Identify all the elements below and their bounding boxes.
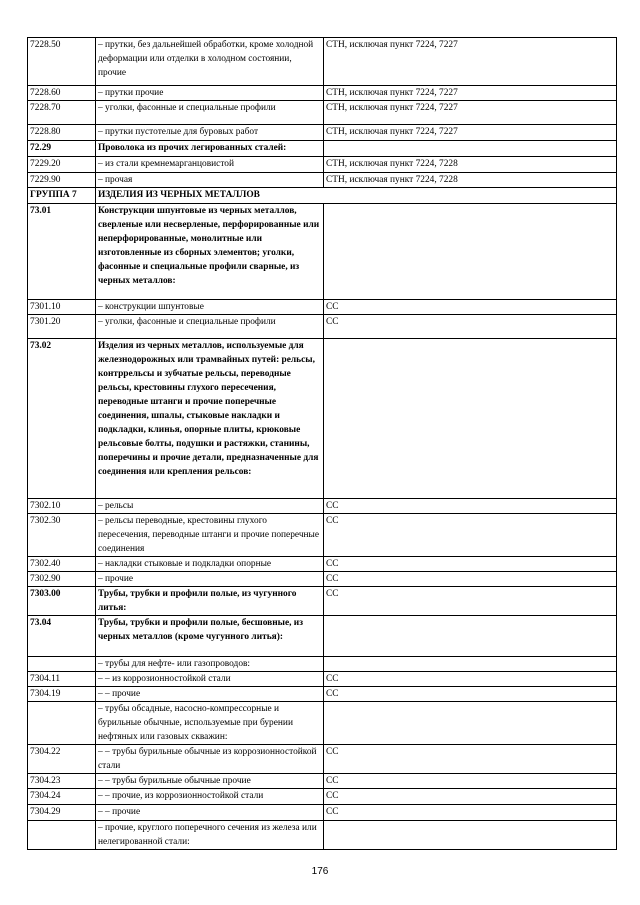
row-code: 7304.22 — [28, 745, 96, 774]
table-row — [28, 687, 617, 702]
table-row — [28, 745, 617, 774]
row-code: 7229.20 — [28, 157, 96, 173]
row-note — [324, 141, 617, 157]
tariff-table — [27, 37, 617, 850]
row-note: СС — [324, 572, 617, 587]
row-note — [324, 204, 617, 300]
table-row — [28, 141, 617, 157]
row-description: Конструкции шпунтовые из черных металлов, сверленые или несверленые, перфорированные или неперфорированные, монолитные или изготовленные из сборных элементов; уголки, фасонные и специальные профили сварные, из черных металлов: — [96, 204, 324, 300]
row-note: СС — [324, 499, 617, 514]
row-description: – рельсы переводные, крестовины глухого пересечения, переводные штанги и прочие поперечные соединения — [96, 514, 324, 557]
row-description: – – из коррозионностойкой стали — [96, 672, 324, 687]
row-description: – прочая — [96, 173, 324, 188]
row-note: СТН, исключая пункт 7224, 7227 — [324, 101, 617, 125]
row-note: СС — [324, 514, 617, 557]
table-row — [28, 805, 617, 821]
row-description: – рельсы — [96, 499, 324, 514]
row-description: – из стали кремнемарганцовистой — [96, 157, 324, 173]
row-code: 7303.00 — [28, 587, 96, 616]
row-note: СС — [324, 687, 617, 702]
row-code: 7304.11 — [28, 672, 96, 687]
row-description: – накладки стыковые и подкладки опорные — [96, 557, 324, 572]
row-code: 7302.90 — [28, 572, 96, 587]
row-code: 7228.80 — [28, 125, 96, 141]
table-row — [28, 173, 617, 188]
table-row — [28, 38, 617, 86]
table-row — [28, 204, 617, 300]
table-row — [28, 101, 617, 125]
row-code: 7301.20 — [28, 315, 96, 339]
row-description: – прутки, без дальнейшей обработки, кроме холодной деформации или отделки в холодном состоянии, прочие — [96, 38, 324, 86]
row-description: Изделия из черных металлов, используемые для железнодорожных или трамвайных путей: рельсы, контррельсы и зубчатые рельсы, переводные рельсы, крестовины глухого пересечения, переводные штанги и прочие поперечные соединения, шпалы, стыковые накладки и подкладки, клинья, опорные плиты, крюковые рельсовые болты, подушки и растяжки, станины, поперечины и прочие детали, предназначенные для соединения или крепления рельсов: — [96, 339, 324, 499]
row-code: 7304.23 — [28, 774, 96, 789]
table-row — [28, 672, 617, 687]
row-description: – конструкции шпунтовые — [96, 300, 324, 315]
row-description: – прутки прочие — [96, 86, 324, 101]
row-description: – прочие, круглого поперечного сечения из железа или нелегированной стали: — [96, 821, 324, 850]
row-code: 7228.60 — [28, 86, 96, 101]
row-code: 73.02 — [28, 339, 96, 499]
row-note: СС — [324, 300, 617, 315]
row-description: – – трубы бурильные обычные из коррозионностойкой стали — [96, 745, 324, 774]
row-note: СТН, исключая пункт 7224, 7228 — [324, 173, 617, 188]
group-code: ГРУППА 7 — [28, 188, 96, 204]
table-row — [28, 300, 617, 315]
row-code: 7228.70 — [28, 101, 96, 125]
row-description: – трубы обсадные, насосно-компрессорные и бурильные обычные, используемые при бурении нефтяных или газовых скважин: — [96, 702, 324, 745]
table-row — [28, 572, 617, 587]
table-row — [28, 657, 617, 672]
row-note: СС — [324, 315, 617, 339]
table-row — [28, 125, 617, 141]
row-code: 7304.29 — [28, 805, 96, 821]
row-description: Проволока из прочих легированных сталей: — [96, 141, 324, 157]
table-row — [28, 774, 617, 789]
row-description: – – прочие — [96, 687, 324, 702]
row-description: – уголки, фасонные и специальные профили — [96, 101, 324, 125]
row-note: СС — [324, 774, 617, 789]
row-note — [324, 616, 617, 657]
row-note: СС — [324, 805, 617, 821]
row-note: СТН, исключая пункт 7224, 7227 — [324, 86, 617, 101]
row-note: СТН, исключая пункт 7224, 7228 — [324, 157, 617, 173]
row-description: – – трубы бурильные обычные прочие — [96, 774, 324, 789]
row-code: 7304.24 — [28, 789, 96, 805]
row-note: СТН, исключая пункт 7224, 7227 — [324, 125, 617, 141]
group-title: ИЗДЕЛИЯ ИЗ ЧЕРНЫХ МЕТАЛЛОВ — [96, 188, 617, 204]
row-note: СС — [324, 587, 617, 616]
table-row — [28, 499, 617, 514]
table-row — [28, 557, 617, 572]
row-code — [28, 657, 96, 672]
table-row — [28, 339, 617, 499]
row-note: СТН, исключая пункт 7224, 7227 — [324, 38, 617, 86]
table-row — [28, 514, 617, 557]
row-note — [324, 339, 617, 499]
table-row — [28, 616, 617, 657]
page-number: 176 — [311, 866, 329, 877]
row-code: 7228.50 — [28, 38, 96, 86]
row-code: 72.29 — [28, 141, 96, 157]
table-row — [28, 86, 617, 101]
table-row — [28, 789, 617, 805]
row-description: – прутки пустотелые для буровых работ — [96, 125, 324, 141]
row-note — [324, 657, 617, 672]
row-code: 7302.30 — [28, 514, 96, 557]
row-code: 7229.90 — [28, 173, 96, 188]
row-code: 7302.10 — [28, 499, 96, 514]
row-note: СС — [324, 789, 617, 805]
group-row — [28, 188, 617, 204]
row-code: 7301.10 — [28, 300, 96, 315]
row-code: 7304.19 — [28, 687, 96, 702]
row-code: 73.04 — [28, 616, 96, 657]
table-row — [28, 157, 617, 173]
row-description: – прочие — [96, 572, 324, 587]
row-description: Трубы, трубки и профили полые, из чугунного литья: — [96, 587, 324, 616]
table-row — [28, 315, 617, 339]
row-code: 7302.40 — [28, 557, 96, 572]
row-note — [324, 821, 617, 850]
row-code — [28, 702, 96, 745]
row-code — [28, 821, 96, 850]
row-note: СС — [324, 672, 617, 687]
row-code: 73.01 — [28, 204, 96, 300]
table-row — [28, 821, 617, 850]
table-row — [28, 702, 617, 745]
row-note — [324, 702, 617, 745]
row-description: Трубы, трубки и профили полые, бесшовные, из черных металлов (кроме чугунного литья): — [96, 616, 324, 657]
row-description: – трубы для нефте- или газопроводов: — [96, 657, 324, 672]
row-description: – уголки, фасонные и специальные профили — [96, 315, 324, 339]
row-description: – – прочие — [96, 805, 324, 821]
table-row — [28, 587, 617, 616]
row-note: СС — [324, 745, 617, 774]
row-description: – – прочие, из коррозионностойкой стали — [96, 789, 324, 805]
row-note: СС — [324, 557, 617, 572]
